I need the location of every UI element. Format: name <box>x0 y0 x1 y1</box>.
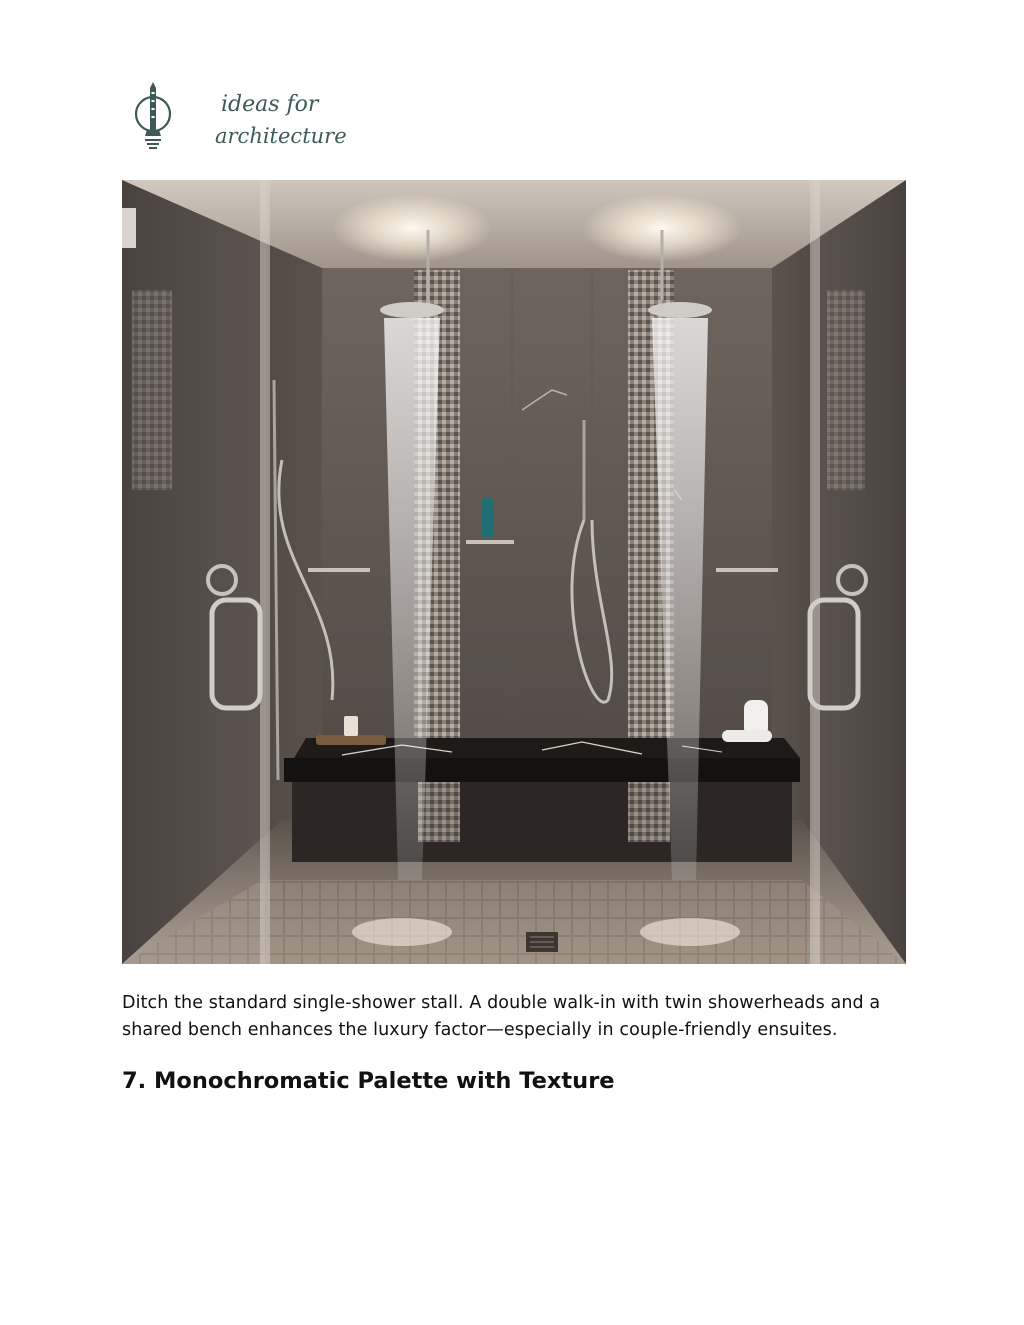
photo-image <box>122 180 906 964</box>
site-logo[interactable] <box>133 74 347 156</box>
double-walk-in-shower-photo <box>122 180 906 964</box>
logo-line-1: ideas for <box>221 92 319 117</box>
spire-logo-icon <box>133 74 173 156</box>
section-heading: 7. Monochromatic Palette with Texture <box>122 1068 615 1094</box>
logo-line-2: architecture <box>215 124 347 148</box>
photo-caption: Ditch the standard single-shower stall. A double walk-in with twin showerheads and a shared bench enhances the luxury factor—especially in couple-friendly ensuites. <box>122 993 881 1040</box>
